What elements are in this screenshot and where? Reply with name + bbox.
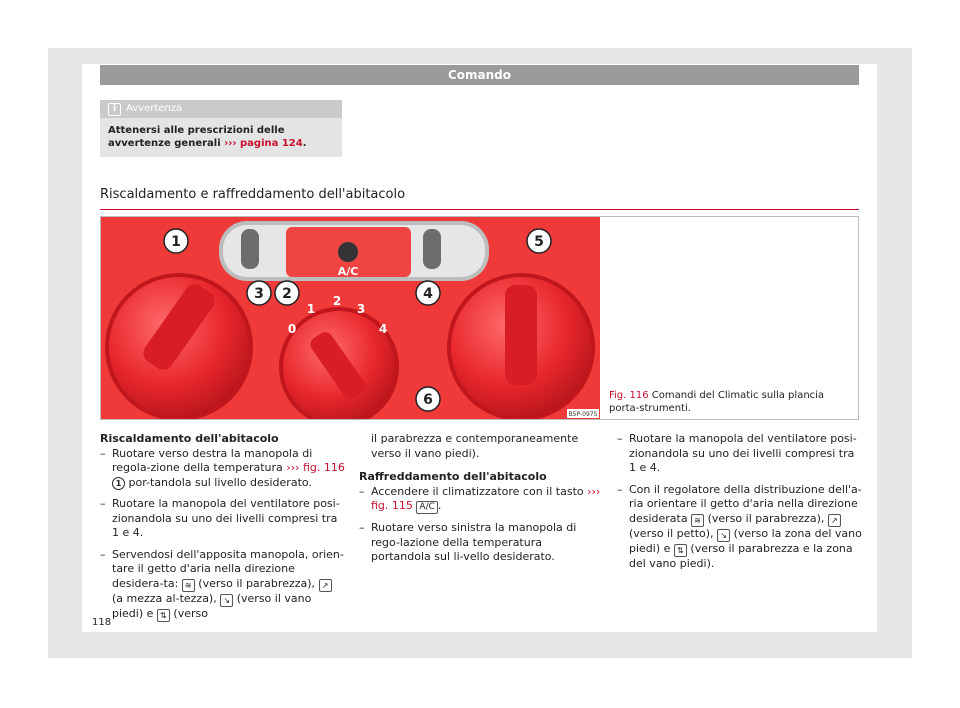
svg-text:1: 1 [171,234,181,250]
item-text: Servendosi dell'apposita manopola, orien-tare il getto d'aria nella direzione desidera-ta: [112,547,344,590]
warning-body [100,118,342,156]
section-title: Riscaldamento e raffreddamento dell'abitacolo [100,187,859,210]
figure-caption [609,389,857,415]
warning-arrows: ››› [224,138,237,149]
callout-ref: 1 [112,477,125,490]
continued-text: il parabrezza e contemporaneamente verso il vano piedi). [371,432,579,460]
item-text: (verso il parabrezza e la zona del vano piedi). [629,541,853,570]
list-item [617,483,862,572]
fan-level-1: 1 [306,302,316,316]
figure-code: B5P-0975 [568,411,598,418]
list-item [100,447,345,491]
caption-label: Fig. 116 [609,390,649,401]
warning-link[interactable]: pagina 124 [240,138,303,149]
feet-air-icon: ↘ [717,529,730,542]
warning-box [100,100,342,157]
caption-text: Comandi del Climatic sulla plancia porta-strumenti. [609,390,825,414]
item-text: por-tandola sul livello desiderato. [128,475,312,489]
windshield-air-icon: ≋ [691,514,704,527]
list-item: – Ruotare la manopola del ventilatore posi-zionandola su uno dei livelli compresi tra 1 e 4. [617,432,862,476]
item-text: (verso la zona del vano piedi) e [629,526,862,555]
svg-text:5: 5 [534,234,544,250]
warning-end: . [302,138,307,149]
callout-5 [527,229,551,253]
chest-air-icon: ↗ [319,579,332,592]
fig-link[interactable]: ››› fig. 116 [286,461,345,474]
page-number: 118 [92,617,112,628]
fan-level-2: 2 [332,294,342,308]
heading-cooling: Raffreddamento dell'abitacolo [359,470,547,483]
item-text: (verso [173,606,208,620]
list-item: – Ruotare la manopola del ventilatore posi-zionandola su uno dei livelli compresi tra 1 e 4. [100,497,345,541]
column-2 [359,432,604,572]
callout-4 [416,281,440,305]
callout-1 [164,229,188,253]
figure-116 [100,216,859,420]
list-item [359,485,604,515]
item-text: Ruotare verso destra la manopola di regola-zione della temperatura [112,446,313,474]
heading-heating: Riscaldamento dell'abitacolo [100,432,279,445]
item-text: (verso il parabrezza), [198,576,316,590]
chest-air-icon: ↗ [828,514,841,527]
item-text: Con il regolatore della distribuzione dell'a-ria orientare il getto d'aria nella direzione desiderata [629,482,862,525]
fan-level-0: 0 [287,322,297,336]
callout-2 [275,281,299,305]
item-text: (a mezza al-tezza), [112,591,217,605]
warning-header [100,100,342,118]
svg-text:6: 6 [423,392,433,408]
feet-air-icon: ↘ [220,594,233,607]
info-icon: i [108,103,121,116]
windshield-feet-air-icon: ⇅ [157,609,170,622]
svg-text:2: 2 [282,286,292,302]
fan-level-3: 3 [356,302,366,316]
item-text: (verso il petto), [629,526,714,540]
callout-3 [247,281,271,305]
fan-level-4: 4 [378,322,388,336]
warning-text: Attenersi alle prescrizioni delle avvertenze generali [108,125,285,149]
ac-key: A/C [416,501,437,514]
svg-text:3: 3 [254,286,264,302]
column-1 [100,432,345,629]
list-item: – Ruotare verso sinistra la manopola di rego-lazione della temperatura portandola sul li-vello desiderato. [359,521,604,565]
column-3 [617,432,862,578]
item-text: . [437,499,442,512]
fig-link[interactable]: ››› fig. 115 [371,484,601,512]
page-header: Comando [100,65,859,85]
item-text: Accendere il climatizzatore con il tasto [371,484,584,498]
svg-text:4: 4 [423,286,433,302]
ac-label: A/C [337,265,359,278]
windshield-feet-air-icon: ⇅ [674,544,687,557]
warning-title: Avvertenza [126,103,183,114]
item-text: (verso il vano piedi) e [112,591,312,620]
windshield-air-icon: ≋ [182,579,195,592]
item-text: (verso il parabrezza), [707,511,825,525]
callout-6 [416,387,440,411]
climatic-controls-photo [101,217,600,419]
list-item [100,548,345,622]
